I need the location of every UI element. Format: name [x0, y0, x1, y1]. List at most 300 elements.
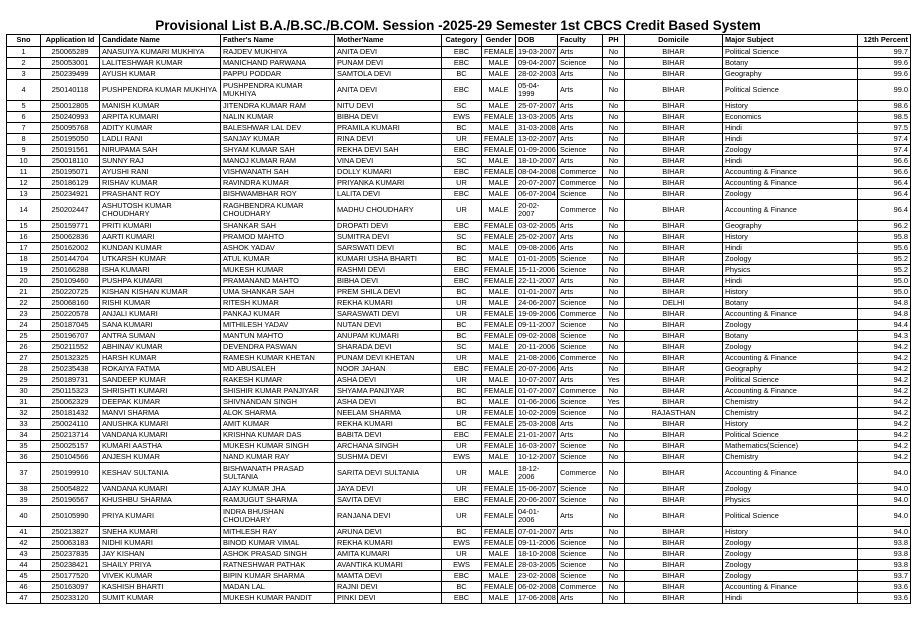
cell-dob: 24-06-2007 — [516, 298, 558, 309]
cell-gender: MALE — [482, 549, 516, 560]
cell-application-id: 250220725 — [41, 287, 100, 298]
cell-fathers-name: PUSHPENDRA KUMAR MUKHIYA — [221, 80, 335, 101]
cell-application-id: 250239499 — [41, 69, 100, 80]
cell-gender: FEMALE — [482, 430, 516, 441]
cell-fathers-name: AMIT KUMAR — [221, 419, 335, 430]
table-row — [7, 342, 911, 353]
cell-faculty: Science — [558, 189, 603, 200]
cell-sno: 15 — [7, 221, 41, 232]
cell-domicile: BIHAR — [625, 375, 723, 386]
cell-major-subject: History — [723, 101, 858, 112]
cell-dob: 15-11-2006 — [516, 265, 558, 276]
cell-domicile: BIHAR — [625, 441, 723, 452]
cell-fathers-name: RATNESHWAR PATHAK — [221, 560, 335, 571]
cell-twelfth-percent: 93.7 — [858, 571, 911, 582]
cell-mothers-name: PUNAM DEVI KHETAN — [335, 353, 442, 364]
cell-faculty: Commerce — [558, 167, 603, 178]
table-row — [7, 571, 911, 582]
table-row — [7, 441, 911, 452]
cell-sno: 12 — [7, 178, 41, 189]
cell-category: BC — [442, 331, 482, 342]
table-row — [7, 276, 911, 287]
cell-candidate-name: ISHA KUMARI — [100, 265, 221, 276]
table-row — [7, 265, 911, 276]
cell-dob: 18-10-2007 — [516, 156, 558, 167]
cell-sno: 29 — [7, 375, 41, 386]
cell-candidate-name: KUMARI AASTHA — [100, 441, 221, 452]
cell-twelfth-percent: 95.8 — [858, 232, 911, 243]
table-row — [7, 69, 911, 80]
cell-category: UR — [442, 484, 482, 495]
cell-faculty: Science — [558, 265, 603, 276]
cell-sno: 24 — [7, 320, 41, 331]
cell-dob: 18-10-2008 — [516, 549, 558, 560]
cell-gender: FEMALE — [482, 364, 516, 375]
table-row — [7, 582, 911, 593]
cell-mothers-name: PRAMILA KUMARI — [335, 123, 442, 134]
cell-major-subject: Zoology — [723, 189, 858, 200]
table-row — [7, 287, 911, 298]
cell-fathers-name: SHISHIR KUMAR PANJIYAR — [221, 386, 335, 397]
cell-category: BC — [442, 386, 482, 397]
cell-application-id: 250012805 — [41, 101, 100, 112]
cell-domicile: BIHAR — [625, 178, 723, 189]
cell-faculty: Science — [558, 298, 603, 309]
table-row — [7, 364, 911, 375]
cell-application-id: 250109460 — [41, 276, 100, 287]
cell-gender: FEMALE — [482, 527, 516, 538]
cell-fathers-name: RAGHBENDRA KUMAR CHOUDHARY — [221, 200, 335, 221]
cell-application-id: 250062836 — [41, 232, 100, 243]
cell-domicile: BIHAR — [625, 167, 723, 178]
cell-domicile: BIHAR — [625, 571, 723, 582]
cell-ph: No — [603, 189, 625, 200]
cell-application-id: 250065289 — [41, 47, 100, 58]
cell-fathers-name: SHYAM KUMAR SAH — [221, 145, 335, 156]
cell-domicile: BIHAR — [625, 386, 723, 397]
cell-mothers-name: SUSHMA DEVI — [335, 452, 442, 463]
cell-twelfth-percent: 98.5 — [858, 112, 911, 123]
cell-domicile: BIHAR — [625, 189, 723, 200]
cell-candidate-name: JAY KISHAN — [100, 549, 221, 560]
table-header-row — [7, 35, 911, 47]
cell-gender: MALE — [482, 69, 516, 80]
cell-application-id: 250053001 — [41, 58, 100, 69]
cell-sno: 6 — [7, 112, 41, 123]
cell-faculty: Science — [558, 538, 603, 549]
table-row — [7, 47, 911, 58]
cell-ph: No — [603, 309, 625, 320]
cell-category: EWS — [442, 538, 482, 549]
cell-fathers-name: INDRA BHUSHAN CHOUDHARY — [221, 506, 335, 527]
cell-gender: FEMALE — [482, 386, 516, 397]
cell-mothers-name: BIBHA DEVI — [335, 112, 442, 123]
cell-application-id: 250018110 — [41, 156, 100, 167]
cell-twelfth-percent: 94.8 — [858, 298, 911, 309]
cell-category: UR — [442, 549, 482, 560]
cell-fathers-name: ASHOK PRASAD SINGH — [221, 549, 335, 560]
cell-gender: FEMALE — [482, 232, 516, 243]
cell-application-id: 250191561 — [41, 145, 100, 156]
cell-application-id: 250062329 — [41, 397, 100, 408]
cell-sno: 3 — [7, 69, 41, 80]
cell-candidate-name: ANJESH KUMAR — [100, 452, 221, 463]
cell-mothers-name: NITU DEVI — [335, 101, 442, 112]
column-header-candidate-name: Candidate Name — [100, 35, 221, 47]
cell-ph: No — [603, 527, 625, 538]
cell-major-subject: Accounting & Finance — [723, 200, 858, 221]
cell-gender: FEMALE — [482, 112, 516, 123]
cell-application-id: 250159771 — [41, 221, 100, 232]
cell-application-id: 250162002 — [41, 243, 100, 254]
cell-major-subject: Zoology — [723, 484, 858, 495]
cell-domicile: BIHAR — [625, 484, 723, 495]
cell-faculty: Science — [558, 452, 603, 463]
cell-fathers-name: BISHWANATH PRASAD SULTANIA — [221, 463, 335, 484]
cell-domicile: BIHAR — [625, 69, 723, 80]
cell-major-subject: Zoology — [723, 549, 858, 560]
cell-domicile: BIHAR — [625, 287, 723, 298]
column-header-category: Category — [442, 35, 482, 47]
cell-mothers-name: SUMITRA DEVI — [335, 232, 442, 243]
cell-dob: 09-11-2007 — [516, 320, 558, 331]
cell-sno: 11 — [7, 167, 41, 178]
cell-faculty: Arts — [558, 527, 603, 538]
cell-fathers-name: RAMJUGUT SHARMA — [221, 495, 335, 506]
cell-twelfth-percent: 97.4 — [858, 145, 911, 156]
cell-category: EBC — [442, 364, 482, 375]
cell-major-subject: Physics — [723, 495, 858, 506]
cell-twelfth-percent: 94.2 — [858, 386, 911, 397]
cell-ph: No — [603, 386, 625, 397]
table-row — [7, 156, 911, 167]
cell-mothers-name: KUMARI USHA BHARTI — [335, 254, 442, 265]
cell-domicile: BIHAR — [625, 58, 723, 69]
cell-ph: No — [603, 200, 625, 221]
cell-category: BC — [442, 254, 482, 265]
table-row — [7, 298, 911, 309]
cell-sno: 5 — [7, 101, 41, 112]
cell-major-subject: Geography — [723, 69, 858, 80]
cell-twelfth-percent: 94.8 — [858, 309, 911, 320]
cell-dob: 19-09-2006 — [516, 309, 558, 320]
cell-application-id: 250195071 — [41, 167, 100, 178]
cell-gender: FEMALE — [482, 276, 516, 287]
table-row — [7, 549, 911, 560]
cell-faculty: Arts — [558, 375, 603, 386]
cell-domicile: BIHAR — [625, 419, 723, 430]
cell-twelfth-percent: 94.2 — [858, 441, 911, 452]
cell-gender: FEMALE — [482, 582, 516, 593]
cell-ph: No — [603, 112, 625, 123]
cell-faculty: Commerce — [558, 178, 603, 189]
column-header-major-subject: Major Subject — [723, 35, 858, 47]
cell-candidate-name: ABHINAV KUMAR — [100, 342, 221, 353]
cell-gender: MALE — [482, 463, 516, 484]
cell-application-id: 250238421 — [41, 560, 100, 571]
table-row — [7, 101, 911, 112]
cell-mothers-name: ANUPAM KUMARI — [335, 331, 442, 342]
cell-faculty: Arts — [558, 134, 603, 145]
cell-twelfth-percent: 96.4 — [858, 178, 911, 189]
cell-application-id: 250115323 — [41, 386, 100, 397]
cell-twelfth-percent: 95.2 — [858, 265, 911, 276]
table-row — [7, 243, 911, 254]
cell-fathers-name: JITENDRA KUMAR RAM — [221, 101, 335, 112]
cell-category: EBC — [442, 430, 482, 441]
cell-category: EBC — [442, 221, 482, 232]
cell-fathers-name: RITESH KUMAR — [221, 298, 335, 309]
cell-ph: No — [603, 495, 625, 506]
cell-domicile: BIHAR — [625, 221, 723, 232]
cell-ph: No — [603, 419, 625, 430]
cell-major-subject: Zoology — [723, 538, 858, 549]
cell-sno: 35 — [7, 441, 41, 452]
cell-gender: FEMALE — [482, 167, 516, 178]
column-header-domicile: Domicile — [625, 35, 723, 47]
cell-sno: 17 — [7, 243, 41, 254]
cell-faculty: Arts — [558, 419, 603, 430]
cell-fathers-name: SHANKAR SAH — [221, 221, 335, 232]
column-header-twelfth-percent: 12th Percent — [858, 35, 911, 47]
cell-twelfth-percent: 99.6 — [858, 69, 911, 80]
cell-mothers-name: SAVITA DEVI — [335, 495, 442, 506]
cell-twelfth-percent: 94.0 — [858, 463, 911, 484]
cell-fathers-name: MITHILESH YADAV — [221, 320, 335, 331]
cell-faculty: Arts — [558, 430, 603, 441]
cell-sno: 8 — [7, 134, 41, 145]
cell-twelfth-percent: 93.6 — [858, 582, 911, 593]
cell-domicile: BIHAR — [625, 112, 723, 123]
cell-sno: 9 — [7, 145, 41, 156]
cell-fathers-name: BINOD KUMAR VIMAL — [221, 538, 335, 549]
cell-category: UR — [442, 441, 482, 452]
cell-major-subject: History — [723, 287, 858, 298]
cell-ph: No — [603, 353, 625, 364]
cell-major-subject: Political Science — [723, 430, 858, 441]
table-row — [7, 58, 911, 69]
cell-ph: Yes — [603, 375, 625, 386]
column-header-fathers-name: Father's Name — [221, 35, 335, 47]
cell-category: UR — [442, 298, 482, 309]
cell-mothers-name: PREM SHILA DEVI — [335, 287, 442, 298]
cell-category: BC — [442, 397, 482, 408]
cell-faculty: Arts — [558, 243, 603, 254]
cell-application-id: 250195050 — [41, 134, 100, 145]
cell-domicile: BIHAR — [625, 265, 723, 276]
cell-faculty: Science — [558, 441, 603, 452]
cell-category: EBC — [442, 145, 482, 156]
cell-ph: No — [603, 80, 625, 101]
cell-fathers-name: NALIN KUMAR — [221, 112, 335, 123]
cell-dob: 22-11-2007 — [516, 276, 558, 287]
cell-category: EBC — [442, 593, 482, 604]
table-row — [7, 484, 911, 495]
table-row — [7, 123, 911, 134]
table-row — [7, 430, 911, 441]
table-row — [7, 452, 911, 463]
cell-domicile: RAJASTHAN — [625, 408, 723, 419]
cell-fathers-name: VISHWANATH SAH — [221, 167, 335, 178]
cell-twelfth-percent: 93.6 — [858, 593, 911, 604]
cell-candidate-name: LALITESHWAR KUMAR — [100, 58, 221, 69]
cell-fathers-name: RAKESH KUMAR — [221, 375, 335, 386]
table-row — [7, 397, 911, 408]
cell-fathers-name: MANTUN MAHTO — [221, 331, 335, 342]
cell-dob: 10-07-2007 — [516, 375, 558, 386]
cell-category: EWS — [442, 112, 482, 123]
cell-major-subject: History — [723, 419, 858, 430]
cell-mothers-name: SAMTOLA DEVI — [335, 69, 442, 80]
cell-fathers-name: NAND KUMAR RAY — [221, 452, 335, 463]
cell-candidate-name: ADITY KUMAR — [100, 123, 221, 134]
cell-major-subject: Chemistry — [723, 408, 858, 419]
cell-fathers-name: SANJAY KUMAR — [221, 134, 335, 145]
cell-sno: 33 — [7, 419, 41, 430]
merit-list-table — [6, 34, 911, 604]
cell-faculty: Science — [558, 145, 603, 156]
column-header-ph: PH — [603, 35, 625, 47]
cell-twelfth-percent: 94.4 — [858, 320, 911, 331]
cell-gender: MALE — [482, 101, 516, 112]
cell-gender: MALE — [482, 178, 516, 189]
cell-major-subject: Political Science — [723, 47, 858, 58]
cell-gender: MALE — [482, 298, 516, 309]
cell-mothers-name: ARCHANA SINGH — [335, 441, 442, 452]
cell-major-subject: Zoology — [723, 145, 858, 156]
cell-domicile: DELHI — [625, 298, 723, 309]
cell-application-id: 250202447 — [41, 200, 100, 221]
cell-domicile: BIHAR — [625, 276, 723, 287]
cell-category: SC — [442, 156, 482, 167]
cell-fathers-name: PANKAJ KUMAR — [221, 309, 335, 320]
table-row — [7, 189, 911, 200]
cell-mothers-name: JAYA DEVI — [335, 484, 442, 495]
cell-major-subject: Zoology — [723, 571, 858, 582]
cell-faculty: Arts — [558, 47, 603, 58]
cell-mothers-name: SHARADA DEVI — [335, 342, 442, 353]
cell-ph: No — [603, 287, 625, 298]
cell-major-subject: Political Science — [723, 506, 858, 527]
cell-fathers-name: MD ABUSALEH — [221, 364, 335, 375]
cell-candidate-name: KESHAV SULTANIA — [100, 463, 221, 484]
cell-major-subject: Hindi — [723, 593, 858, 604]
cell-faculty: Arts — [558, 593, 603, 604]
cell-gender: FEMALE — [482, 419, 516, 430]
cell-twelfth-percent: 95.0 — [858, 276, 911, 287]
cell-dob: 20-11-2006 — [516, 342, 558, 353]
cell-twelfth-percent: 99.7 — [858, 47, 911, 58]
cell-gender: FEMALE — [482, 538, 516, 549]
cell-ph: No — [603, 265, 625, 276]
cell-gender: FEMALE — [482, 265, 516, 276]
cell-application-id: 250189731 — [41, 375, 100, 386]
cell-domicile: BIHAR — [625, 80, 723, 101]
cell-gender: FEMALE — [482, 331, 516, 342]
table-row — [7, 167, 911, 178]
cell-faculty: Science — [558, 484, 603, 495]
cell-category: BC — [442, 582, 482, 593]
cell-domicile: BIHAR — [625, 430, 723, 441]
cell-twelfth-percent: 96.2 — [858, 221, 911, 232]
table-row — [7, 527, 911, 538]
cell-candidate-name: PRITI KUMARI — [100, 221, 221, 232]
cell-dob: 07-01-2007 — [516, 527, 558, 538]
cell-candidate-name: AARTI KUMARI — [100, 232, 221, 243]
cell-ph: No — [603, 178, 625, 189]
cell-ph: No — [603, 582, 625, 593]
cell-dob: 20-06-2007 — [516, 495, 558, 506]
cell-category: SC — [442, 232, 482, 243]
cell-dob: 04-01-2006 — [516, 506, 558, 527]
cell-gender: FEMALE — [482, 408, 516, 419]
cell-dob: 13-03-2005 — [516, 112, 558, 123]
cell-domicile: BIHAR — [625, 582, 723, 593]
table-row — [7, 386, 911, 397]
cell-category: EBC — [442, 265, 482, 276]
cell-major-subject: Accounting & Finance — [723, 582, 858, 593]
cell-major-subject: Hindi — [723, 156, 858, 167]
cell-sno: 47 — [7, 593, 41, 604]
cell-major-subject: Hindi — [723, 134, 858, 145]
cell-application-id: 250095768 — [41, 123, 100, 134]
cell-category: EBC — [442, 80, 482, 101]
cell-sno: 19 — [7, 265, 41, 276]
cell-candidate-name: SUNNY RAJ — [100, 156, 221, 167]
cell-fathers-name: PRAMANAND MAHTO — [221, 276, 335, 287]
cell-candidate-name: KISHAN KISHAN KUMAR — [100, 287, 221, 298]
cell-ph: No — [603, 342, 625, 353]
cell-twelfth-percent: 99.6 — [858, 58, 911, 69]
cell-fathers-name: AJAY KUMAR JHA — [221, 484, 335, 495]
cell-candidate-name: ANTRA SUMAN — [100, 331, 221, 342]
cell-faculty: Arts — [558, 276, 603, 287]
cell-domicile: BIHAR — [625, 243, 723, 254]
cell-major-subject: Hindi — [723, 243, 858, 254]
cell-candidate-name: KHUSHBU SHARMA — [100, 495, 221, 506]
cell-major-subject: Accounting & Finance — [723, 386, 858, 397]
cell-application-id: 250187045 — [41, 320, 100, 331]
cell-dob: 09-08-2006 — [516, 243, 558, 254]
cell-application-id: 250235438 — [41, 364, 100, 375]
cell-candidate-name: ANJALI KUMARI — [100, 309, 221, 320]
cell-ph: No — [603, 221, 625, 232]
cell-category: EBC — [442, 495, 482, 506]
cell-ph: No — [603, 571, 625, 582]
cell-dob: 25-02-2007 — [516, 232, 558, 243]
cell-gender: MALE — [482, 200, 516, 221]
table-row — [7, 145, 911, 156]
cell-fathers-name: BIPIN KUMAR SHARMA — [221, 571, 335, 582]
cell-dob: 31-03-2008 — [516, 123, 558, 134]
cell-gender: MALE — [482, 254, 516, 265]
cell-twelfth-percent: 94.2 — [858, 430, 911, 441]
cell-domicile: BIHAR — [625, 47, 723, 58]
cell-domicile: BIHAR — [625, 134, 723, 145]
cell-ph: No — [603, 232, 625, 243]
cell-dob: 20-07-2007 — [516, 178, 558, 189]
cell-fathers-name: BISHWAMBHAR ROY — [221, 189, 335, 200]
column-header-mothers-name: Mother'Name — [335, 35, 442, 47]
cell-dob: 15-06-2007 — [516, 484, 558, 495]
cell-twelfth-percent: 99.0 — [858, 80, 911, 101]
cell-dob: 23-02-2008 — [516, 571, 558, 582]
cell-ph: No — [603, 254, 625, 265]
cell-candidate-name: DEEPAK KUMAR — [100, 397, 221, 408]
cell-dob: 13-02-2007 — [516, 134, 558, 145]
cell-sno: 42 — [7, 538, 41, 549]
cell-candidate-name: SHAILY PRIYA — [100, 560, 221, 571]
